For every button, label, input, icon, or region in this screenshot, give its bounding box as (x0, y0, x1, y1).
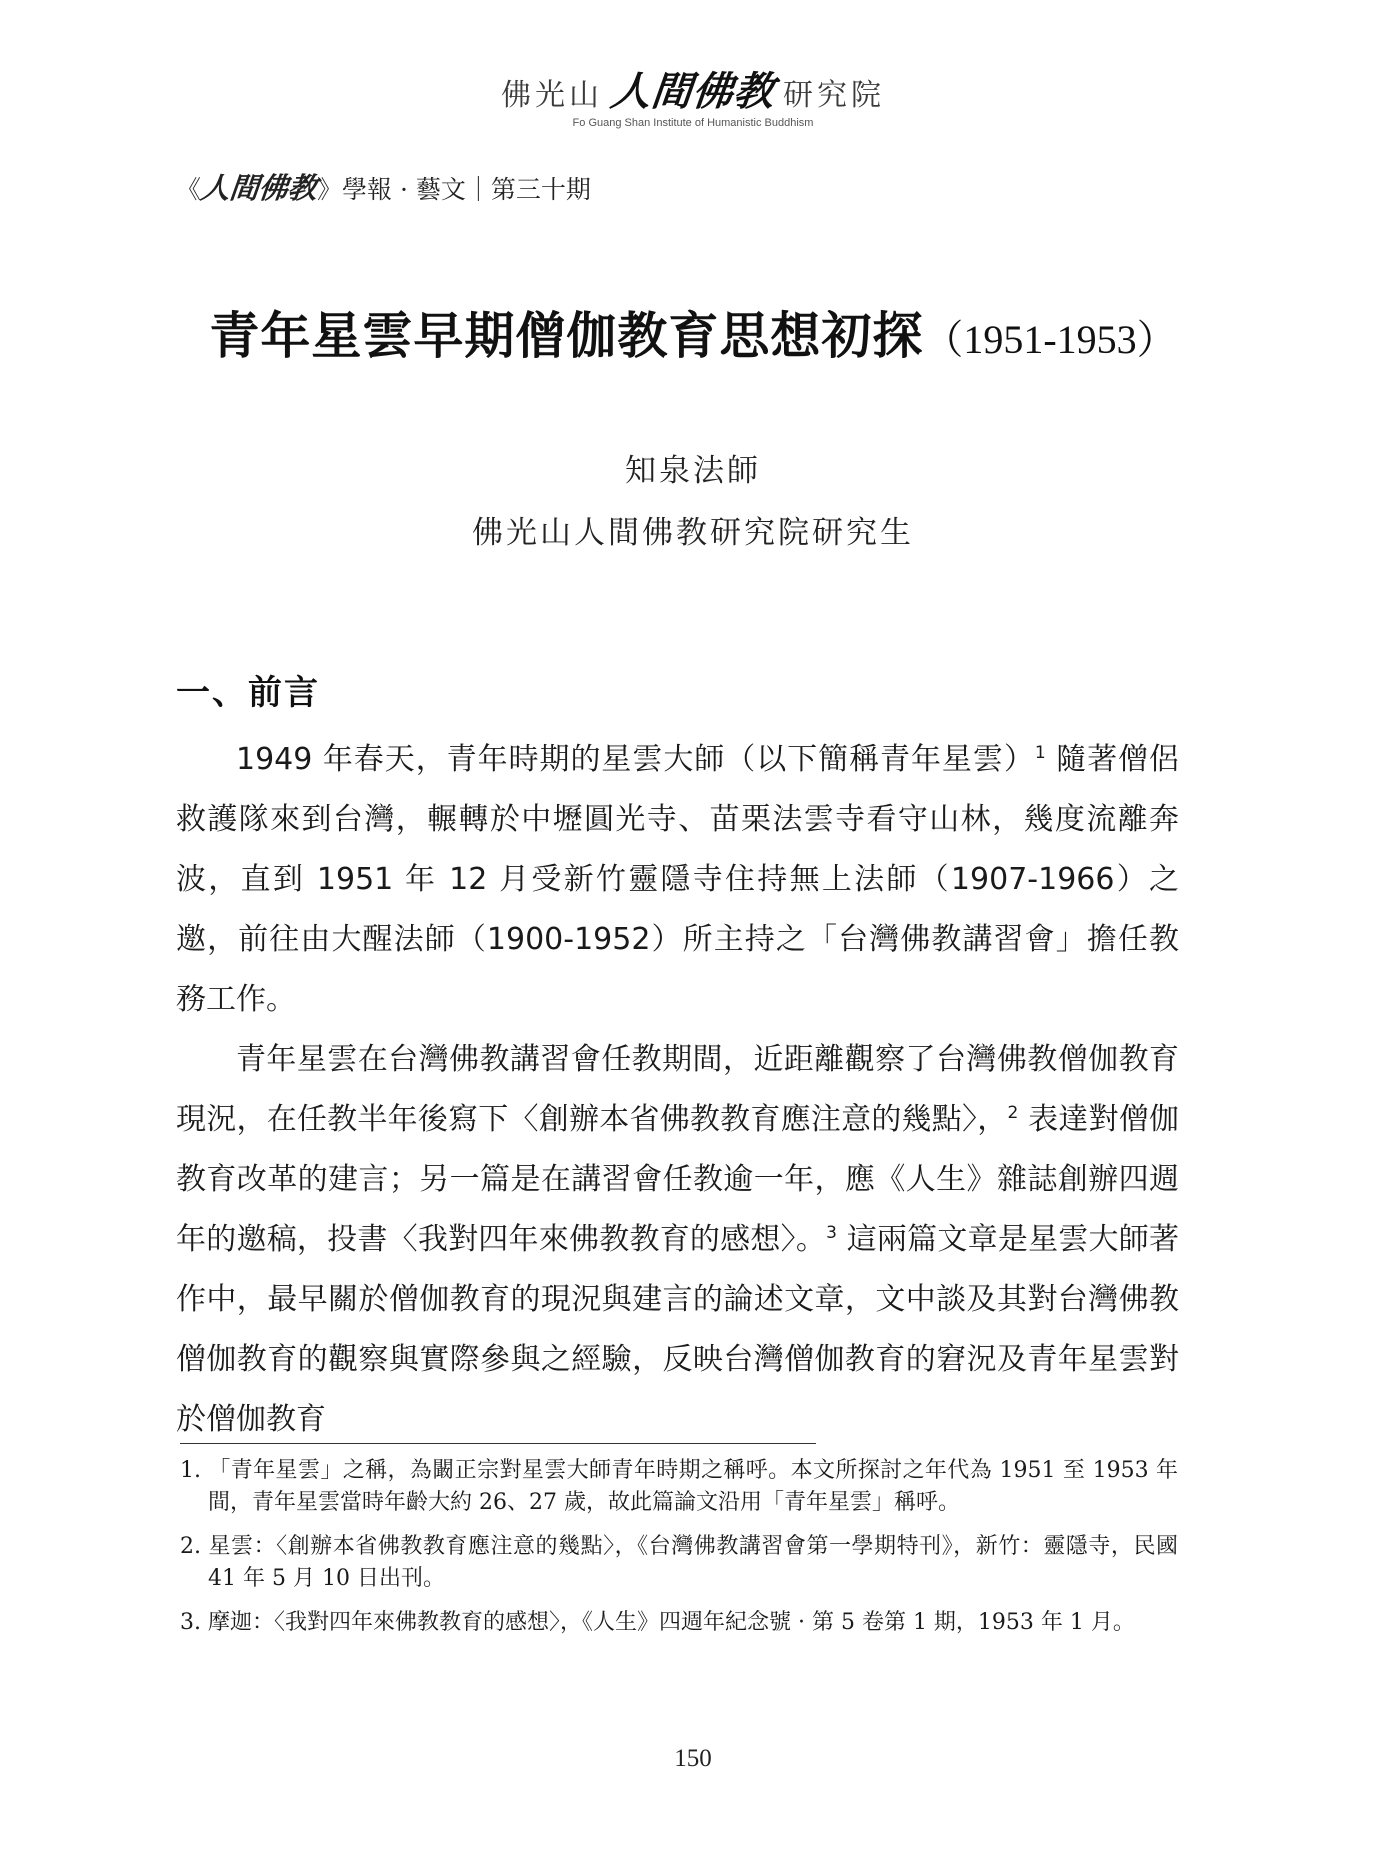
paper-title-years: （1951-1953） (923, 317, 1177, 362)
paragraph-2 (176, 1030, 1179, 1450)
footnote-3: 3. 摩迦：〈我對四年來佛教教育的感想〉，《人生》四週年紀念號 · 第 5 卷第 1 期，1953 年 1 月。 (180, 1610, 1135, 1635)
paragraph-1-text-b: 隨著僧侶救護隊來到台灣，輾轉於中壢圓光寺、苗栗法雲寺看守山林，幾度流離奔波，直到 1951 年 12 月受新竹靈隱寺住持無上法師（1907-1966）之邀，前往由大醒法師（1900-1952）所主持之「台灣佛教講習會」擔任教務工作。 (176, 742, 1179, 1017)
journal-running-head (176, 166, 591, 207)
author-affiliation: 佛光山人間佛教研究院研究生 (472, 515, 914, 551)
paragraph-2-text-a: 青年星雲在台灣佛教講習會任教期間，近距離觀察了台灣佛教僧伽教育現況，在任教半年後寫下〈創辦本省佛教教育應注意的幾點〉， (176, 1042, 1179, 1137)
paragraph-2-text-b: 表達對僧伽教育改革的建言；另一篇是在講習會任教逾一年，應《人生》雜誌創辦四週年的邀稿，投書〈我對四年來佛教教育的感想〉。 (176, 1102, 1179, 1257)
footnote-2: 2. 星雲：〈創辦本省佛教教育應注意的幾點〉，《台灣佛教講習會第一學期特刊》，新竹：靈隱寺，民國 41 年 5 月 10 日出刊。 (180, 1534, 1178, 1591)
running-head-open-bracket: 《 (176, 175, 202, 204)
body-text (176, 730, 1179, 1450)
institute-brand-logotype: 人間佛教 (608, 69, 778, 115)
institute-name-right: 研究院 (783, 78, 885, 113)
paragraph-1-text-a: 1949 年春天，青年時期的星雲大師（以下簡稱青年星雲） (236, 742, 1035, 777)
paragraph-2-text-c: 這兩篇文章是星雲大師著作中，最早關於僧伽教育的現況與建言的論述文章，文中談及其對台灣佛教僧伽教育的觀察與實際參與之經驗，反映台灣僧伽教育的窘況及青年星雲對於僧伽教育 (176, 1222, 1179, 1437)
institute-name-left: 佛光山 (501, 78, 603, 113)
author-name: 知泉法師 (625, 453, 761, 489)
footnote-ref-2[interactable]: 2 (1007, 1103, 1019, 1123)
page-number: 150 (674, 1745, 712, 1772)
author-block (0, 440, 1386, 564)
institute-header (0, 60, 1386, 129)
footnote-ref-3[interactable]: 3 (826, 1223, 837, 1243)
institute-english-name: Fo Guang Shan Institute of Humanistic Buddhism (572, 117, 814, 129)
footnote-divider (180, 1443, 816, 1444)
paper-title (0, 296, 1386, 368)
journal-brand-logotype: 人間佛教 (199, 171, 319, 205)
paragraph-1 (176, 730, 1179, 1030)
running-head-issue: 》學報 · 藝文｜第三十期 (317, 175, 591, 204)
institute-name (0, 60, 1386, 117)
section-heading: 一、前言 (176, 673, 320, 713)
footnote-ref-1[interactable]: 1 (1034, 743, 1046, 763)
footnote-1: 1. 「青年星雲」之稱，為闞正宗對星雲大師青年時期之稱呼。本文所探討之年代為 1951 至 1953 年間，青年星雲當時年齡大約 26、27 歲，故此篇論文沿用「青年星雲」稱呼。 (180, 1458, 1178, 1515)
footnotes (180, 1455, 1178, 1651)
paper-title-main: 青年星雲早期僧伽教育思想初探 (209, 306, 924, 365)
